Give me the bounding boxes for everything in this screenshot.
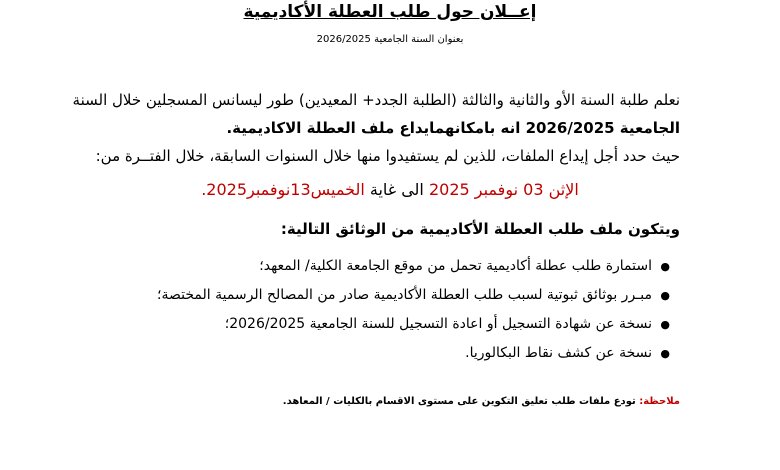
page-title: إعــلان حول طلب العطلة الأكاديمية: [243, 2, 537, 22]
documents-list: [157, 252, 670, 368]
note-label: ملاحظة:: [639, 396, 680, 407]
period-start: الإثن 03 نوفمبر 2025: [428, 180, 579, 199]
deadline-intro: حيث حدد أجل إيداع الملفات، للذين لم يستفيدوا منها خلال السنوات السابقة، خلال الفتــرة من:: [95, 147, 680, 165]
bullet-dot-icon: ●: [660, 347, 670, 360]
list-item: [157, 281, 670, 310]
bullet-dot-icon: ●: [660, 318, 670, 331]
list-item: [157, 252, 670, 281]
bullet-dot-icon: ●: [660, 289, 670, 302]
list-item-text: نسخة عن شهادة التسجيل أو اعادة التسجيل للسنة الجامعية 2026/2025؛: [224, 316, 652, 332]
note: [283, 394, 680, 410]
list-item: [157, 310, 670, 339]
intro-paragraph-line1: نعلم طلبة السنة الأو والثانية والثالثة (الطلبة الجدد+ المعيدين) طور ليسانس المسجلين خلال السنة: [72, 91, 680, 109]
bullet-dot-icon: ●: [660, 260, 670, 273]
note-text: تودع ملفات طلب تعليق التكوين على مستوى الاقسام بالكليات / المعاهد.: [282, 396, 640, 407]
page-subtitle: بعنوان السنة الجامعية 2026/2025: [316, 34, 464, 45]
intro-paragraph-line2: الجامعية 2026/2025 انه بامكانهمايداع ملف العطلة الاكاديمية.: [226, 119, 680, 137]
list-item: [157, 339, 670, 368]
list-item-text: نسخة عن كشف نقاط البكالوريا.: [465, 345, 652, 361]
period-end: الخميس13نوفمبر2025.: [201, 180, 365, 199]
list-item-text: استمارة طلب عطلة أكاديمية تحمل من موقع الجامعة الكلية/ المعهد؛: [259, 258, 652, 274]
deadline-period: [0, 178, 780, 202]
period-to: الى غاية: [369, 180, 424, 199]
list-item-text: مبـرر بوثائق ثبوتية لسبب طلب العطلة الأكاديمية صادر من المصالح الرسمية المختصة؛: [157, 287, 652, 303]
documents-heading: ويتكون ملف طلب العطلة الأكاديمية من الوثائق التالية:: [280, 220, 680, 238]
